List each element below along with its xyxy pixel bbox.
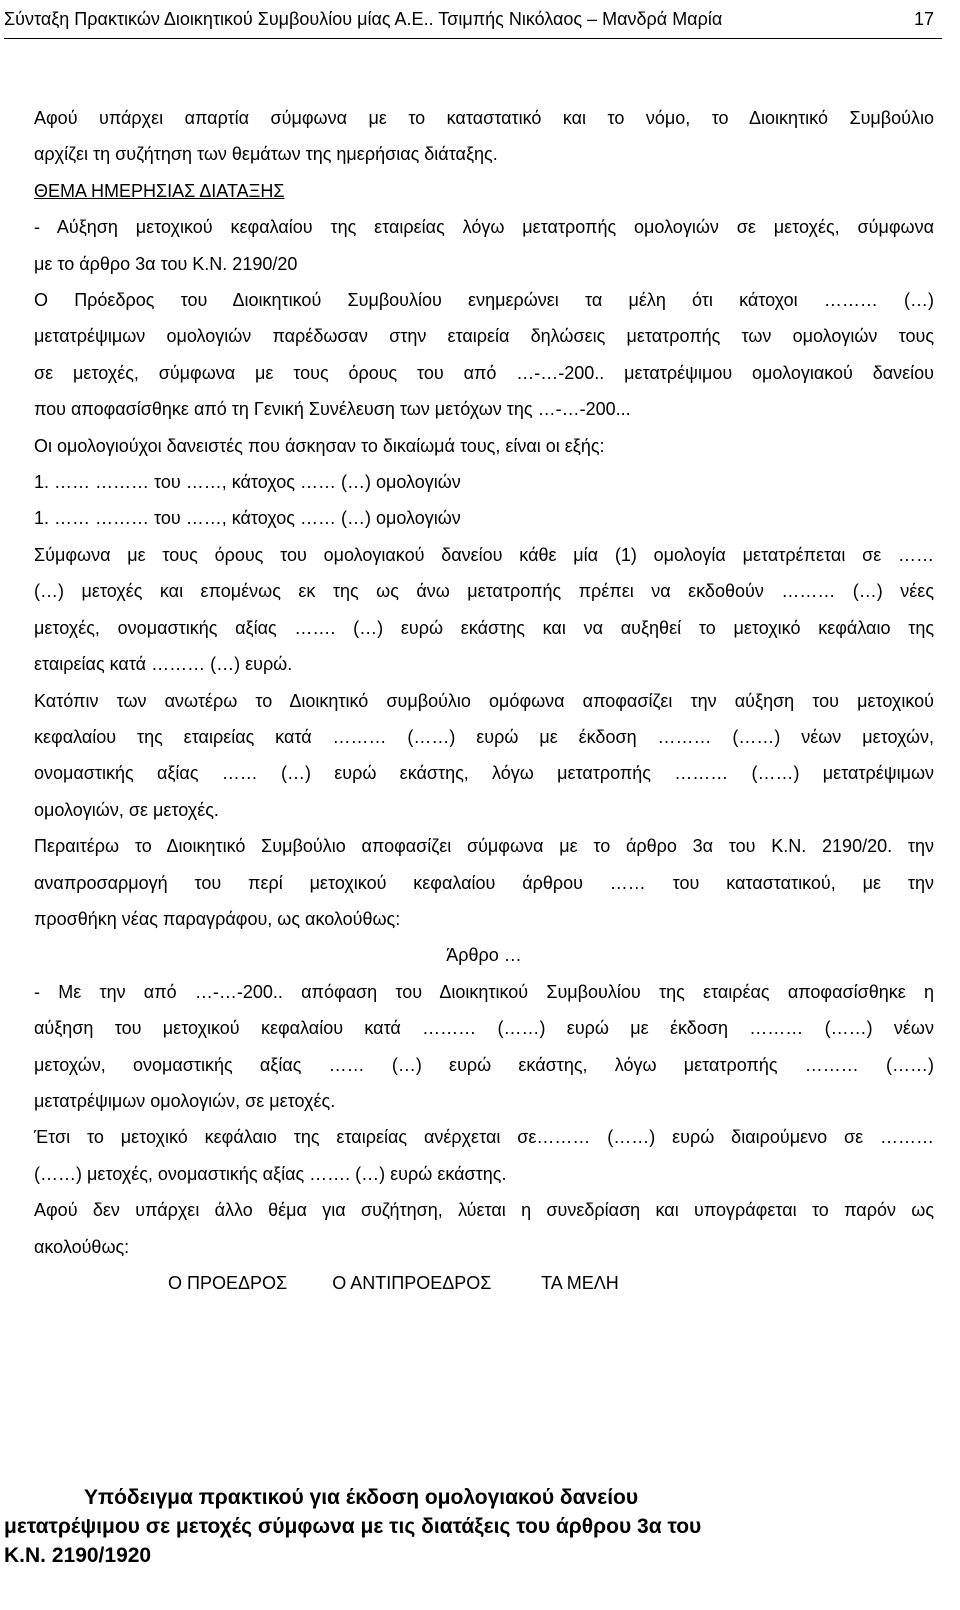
text-line: Σύμφωνα με τους όρους του ομολογιακού δανείου κάθε μία (1) ομολογία μετατρέπεται σε ……	[34, 544, 934, 565]
text-line: εταιρείας κατά ……… (…) ευρώ.	[34, 654, 293, 675]
bondholder-item: 1. …… ……… του ……, κάτοχος …… (…) ομολογιών	[34, 508, 461, 529]
text-line: - Με την από …-…-200.. απόφαση του Διοικητικού Συμβουλίου της εταιρέας αποφασίσθηκε η	[34, 981, 934, 1002]
text-line: Περαιτέρω το Διοικητικό Συμβούλιο αποφασίζει σύμφωνα με το άρθρο 3α του Κ.Ν. 2190/20. την	[34, 836, 934, 857]
bondholder-item: 1. …… ……… του ……, κάτοχος …… (…) ομολογιών	[34, 472, 461, 493]
text-line: ονομαστικής αξίας …… (…) ευρώ εκάστης, λόγω μετατροπής ……… (……) μετατρέψιμων	[34, 763, 934, 784]
text-line: Κατόπιν των ανωτέρω το Διοικητικό συμβούλιο ομόφωνα αποφασίζει την αύξηση του μετοχικού	[34, 690, 934, 711]
text-line: αύξηση του μετοχικού κεφαλαίου κατά ……… (……) ευρώ με έκδοση ……… (……) νέων	[34, 1018, 934, 1039]
text-line: που αποφασίσθηκε από τη Γενική Συνέλευση των μετόχων της …-…-200...	[34, 399, 631, 420]
text-line: προσθήκη νέας παραγράφου, ως ακολούθως:	[34, 908, 401, 929]
text-line: Έτσι το μετοχικό κεφάλαιο της εταιρείας ανέρχεται σε……… (……) ευρώ διαιρούμενο σε ………	[34, 1127, 934, 1148]
footer-title-line: μετατρέψιμου σε μετοχές σύμφωνα με τις διατάξεις του άρθρου 3α του	[4, 1515, 702, 1538]
agenda-heading: ΘΕΜΑ ΗΜΕΡΗΣΙΑΣ ΔΙΑΤΑΞΗΣ	[34, 180, 285, 201]
text-line: μετοχών, ονομαστικής αξίας …… (…) ευρώ εκάστης, λόγω μετατροπής ……… (……)	[34, 1054, 934, 1075]
footer-title-line: Κ.Ν. 2190/1920	[4, 1544, 152, 1567]
text-line: Αφού δεν υπάρχει άλλο θέμα για συζήτηση, λύεται η συνεδρίαση και υπογράφεται το παρόν ως	[34, 1200, 934, 1221]
minutes-body	[34, 100, 934, 1301]
text-line: Οι ομολογιούχοι δανειστές που άσκησαν το δικαίωμά τους, είναι οι εξής:	[34, 435, 605, 456]
text-line: με το άρθρο 3α του Κ.Ν. 2190/20	[34, 253, 298, 274]
text-line: - Αύξηση μετοχικού κεφαλαίου της εταιρείας λόγω μετατροπής ομολογιών σε μετοχές, σύμφωνα	[34, 217, 934, 238]
text-line: Αφού υπάρχει απαρτία σύμφωνα με το καταστατικό και το νόμο, το Διοικητικό Συμβούλιο	[34, 108, 934, 128]
text-line: ομολογιών, σε μετοχές.	[34, 799, 219, 820]
text-line: σε μετοχές, σύμφωνα με τους όρους του από …-…-200.. μετατρέψιμου ομολογιακού δανείου	[34, 362, 934, 383]
text-line: μετοχές, ονομαστικής αξίας ……. (…) ευρώ εκάστης και να αυξηθεί το μετοχικό κεφάλαιο της	[34, 617, 934, 638]
signature-members: ΤΑ ΜΕΛΗ	[541, 1273, 619, 1293]
text-line: κεφαλαίου της εταιρείας κατά ……… (……) ευρώ με έκδοση ……… (……) νέων μετοχών,	[34, 726, 934, 747]
article-heading: Άρθρο …	[446, 945, 522, 966]
text-line: Ο Πρόεδρος του Διοικητικού Συμβουλίου ενημερώνει τα μέλη ότι κάτοχοι ……… (…)	[34, 290, 934, 311]
text-line: μετατρέψιμων ομολογιών, σε μετοχές.	[34, 1090, 336, 1111]
signature-block	[34, 1265, 934, 1301]
text-line: (…) μετοχές και επομένως εκ της ως άνω μετατροπής πρέπει να εκδοθούν ……… (…) νέες	[34, 581, 934, 602]
footer-title-line: Υπόδειγμα πρακτικού για έκδοση ομολογιακού δανείου	[84, 1486, 639, 1509]
signature-vice-president: Ο ΑΝΤΙΠΡΟΕΔΡΟΣ	[332, 1273, 492, 1293]
signature-president: Ο ΠΡΟΕΔΡΟΣ	[168, 1273, 288, 1293]
page-number: 17	[913, 9, 934, 29]
header-title: Σύνταξη Πρακτικών Διοικητικού Συμβουλίου μίας Α.Ε.. Τσιμπής Νικόλαος – Μανδρά Μαρία	[4, 9, 723, 29]
text-line: (……) μετοχές, ονομαστικής αξίας ……. (…) ευρώ εκάστης.	[34, 1163, 507, 1184]
text-line: αναπροσαρμογή του περί μετοχικού κεφαλαίου άρθρου …… του καταστατικού, με την	[34, 872, 934, 893]
page-header	[4, 0, 942, 39]
text-line: ακολούθως:	[34, 1236, 130, 1257]
text-line: αρχίζει τη συζήτηση των θεμάτων της ημερήσιας διάταξης.	[34, 144, 498, 165]
page-footer	[4, 1483, 904, 1570]
text-line: μετατρέψιμων ομολογιών παρέδωσαν στην εταιρεία δηλώσεις μετατροπής των ομολογιών τους	[34, 326, 934, 347]
